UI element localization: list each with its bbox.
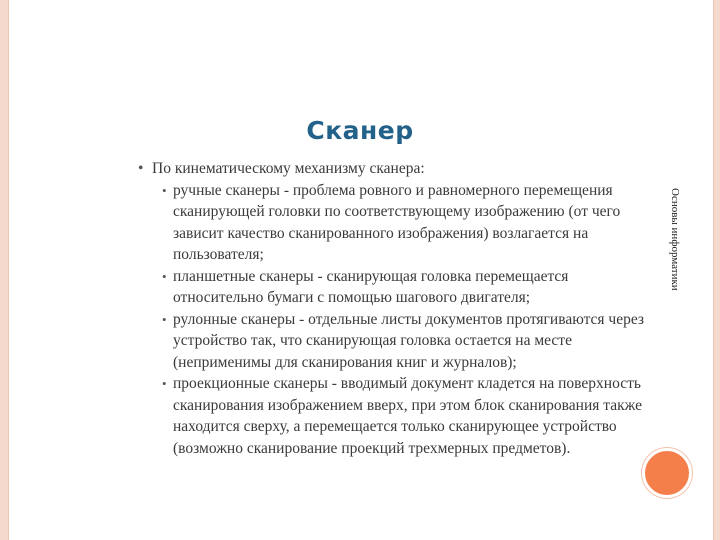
slide-body [138, 158, 658, 459]
list-item: • ручные сканеры - проблема ровного и равномерного перемещения сканирующей головки по соответствующему изображению (от чего зависит качество сканированного изображения) возлагается на пользователя; [138, 180, 658, 266]
slide-title: Сканер [306, 116, 414, 145]
list-item: • проекционные сканеры - вводимый документ кладется на поверхность сканирования изображением вверх, при этом блок сканирования также находится сверху, а перемещается только сканирующее устройство (возможно сканирование проекций трехмерных предметов). [138, 373, 658, 459]
side-label: Основы информатики [669, 188, 681, 291]
intro-bullet: • По кинематическому механизму сканера: [138, 158, 658, 180]
decorative-circle [642, 448, 692, 498]
list-item: • планшетные сканеры - сканирующая головка перемещается относительно бумаги с помощью шагового двигателя; [138, 266, 658, 309]
list-item: • рулонные сканеры - отдельные листы документов протягиваются через устройство так, что сканирующая головка остается на месте (неприменимы для сканирования книг и журналов); [138, 309, 658, 374]
